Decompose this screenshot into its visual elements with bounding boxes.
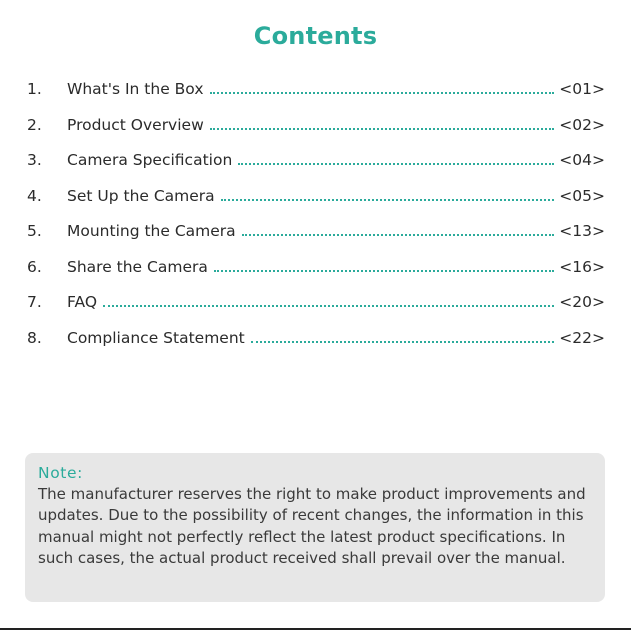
toc-entry-number: 7. [27,293,42,311]
toc-entry-number: 8. [27,328,42,347]
note-heading: Note: [38,464,83,482]
toc-entry-label: What's In the Box [67,80,204,98]
page-title: Contents [253,22,378,50]
toc-entry-label: FAQ [67,293,98,311]
note-body: The manufacturer reserves the right to make product improvements and updates. Due to the possibility of recent changes, the information in this manual might not perfectly reflect the latest product specifications. In such cases, the actual product received shall prevail over the manual. [38,485,586,567]
dotted-leader [221,199,555,201]
toc-entry-whats-in-the-box[interactable] [27,80,605,116]
toc-entry-mounting-the-camera[interactable] [27,222,605,258]
toc-entry-label: Compliance Statement [67,328,245,347]
dotted-leader [238,163,554,165]
dotted-leader [210,92,555,94]
toc-entry-page: <22> [559,328,605,347]
dotted-leader [210,128,555,130]
toc-entry-faq[interactable] [27,293,605,329]
toc-entry-page: <02> [559,115,605,134]
toc-entry-label: Mounting the Camera [67,222,236,240]
toc-entry-page: <04> [559,151,605,169]
dotted-leader [103,305,554,307]
note-box [25,453,605,602]
toc-entry-label: Share the Camera [67,257,208,276]
toc-entry-number: 3. [27,151,42,169]
page-bottom-rule [0,628,631,630]
toc-entry-number: 1. [27,80,42,98]
toc-entry-page: <13> [559,222,605,240]
toc-entry-page: <01> [559,80,605,98]
toc-entry-camera-specification[interactable] [27,151,605,187]
toc-entry-label: Product Overview [67,115,204,134]
toc-entry-number: 2. [27,115,42,134]
toc-entry-product-overview[interactable] [27,116,605,152]
toc-entry-number: 6. [27,257,42,276]
toc-entry-share-the-camera[interactable] [27,258,605,294]
toc-entry-page: <20> [559,293,605,311]
toc-entry-label: Camera Specification [67,151,233,169]
toc-entry-number: 4. [27,186,42,205]
toc-entry-set-up-the-camera[interactable] [27,187,605,223]
toc-entry-page: <05> [559,186,605,205]
toc-entry-page: <16> [559,257,605,276]
dotted-leader [214,270,554,272]
dotted-leader [251,341,555,343]
dotted-leader [242,234,555,236]
table-of-contents [27,80,605,364]
toc-entry-label: Set Up the Camera [67,186,215,205]
toc-entry-compliance-statement[interactable] [27,329,605,365]
toc-entry-number: 5. [27,222,42,240]
